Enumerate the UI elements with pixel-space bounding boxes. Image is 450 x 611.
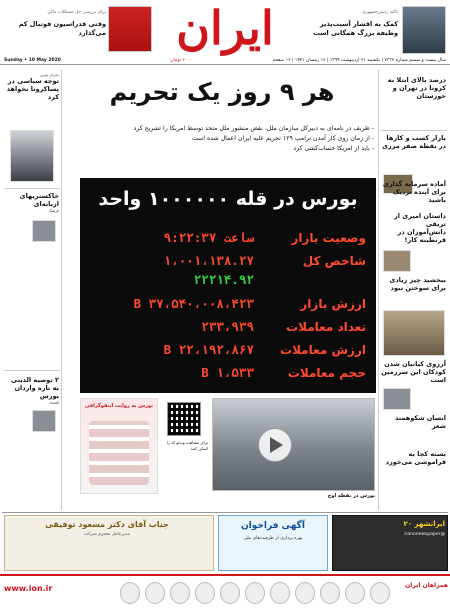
left-story-lower[interactable] [2, 376, 61, 405]
board-row [90, 251, 366, 271]
right-story-6-title: ببخشید چیز زیادی برای سوختن نبود [389, 276, 446, 292]
right-story-6-photo [383, 310, 445, 356]
right-promo-kicker: تاکید رئیس‌جمهوری [362, 10, 398, 15]
football-player-photo [108, 6, 152, 52]
left-promo-title: وقتی فدراسیون فوتبال کم می‌گذارد [18, 20, 106, 37]
qr-caption: برای مشاهده ویدئو کد را اسکن کنید [166, 440, 208, 451]
right-story-4-title: داستان امیری از تریقی [394, 212, 446, 228]
board-row-label: ارزش بازار [300, 297, 366, 311]
newspaper-logo[interactable]: ایران [176, 1, 274, 55]
right-story-2-title: بازار کسب و کارها در نقطه صفر مرزی [381, 134, 446, 150]
left-story-top[interactable] [2, 72, 61, 101]
iranshahr-ad-handle: @iranonewspaper [404, 532, 445, 537]
partner-logo-icon [295, 582, 315, 604]
right-story-1-title: درصد بالای ابتلا به کرونا در تهران و خوزستان [387, 76, 446, 100]
partner-logo-icon [345, 582, 365, 604]
right-story-7[interactable] [379, 360, 448, 384]
right-story-7-title: آرزوی کیانیان شدن کودکان این سرزمین است [381, 360, 446, 384]
tender-ad-title: آگهی فراخوان [241, 521, 305, 531]
divider [381, 130, 447, 131]
board-row-change-value: ۲۲۲۱۴.۹۲ [193, 272, 254, 287]
board-row [90, 363, 366, 383]
partner-logo-icon [120, 582, 140, 604]
price: ۲۰۰۰ تومان [170, 58, 192, 63]
footer [0, 574, 450, 611]
qr-code-icon[interactable] [167, 402, 201, 436]
dateline [0, 56, 450, 65]
right-story-5-title: دانش‌آموزان در قرنطینه کار! [397, 228, 446, 244]
partner-logo-icon [320, 582, 340, 604]
left-story-lower-title: ۲ توصیه الدینی به تازه واردان بورس [11, 376, 59, 400]
left-promo[interactable] [4, 6, 154, 54]
right-story-5-photo [383, 250, 411, 272]
board-row-label: وضعیت بازار [291, 231, 366, 245]
deck-line-1: - ظریف در نامه‌ای به دبیرکل سازمان ملل، نقض منشور ملل متحد توسط امریکا را تشریح کرد [133, 125, 374, 132]
infographic-graphic [89, 421, 149, 485]
footer-brand: همراهان ایران [405, 582, 448, 589]
left-story-photo [10, 130, 54, 182]
congrats-ad-subtitle: مدیرعامل محترم شرکت [84, 532, 130, 537]
partner-logo-icon [370, 582, 390, 604]
right-story-6[interactable] [379, 276, 448, 292]
board-row-label: حجم معاملات [287, 366, 366, 380]
masthead [0, 0, 450, 62]
board-row-value: ۲۳۳،۹۳۹ [201, 319, 254, 334]
divider [4, 188, 60, 189]
right-column [378, 70, 448, 510]
infographic-promo[interactable] [80, 398, 158, 494]
left-story-top-title: توجه سیاسی در پساکرونا نخواهد کرد [6, 77, 59, 101]
left-story-lower-kicker: اقتصاد [48, 400, 59, 405]
left-story-top-kicker: بحران بنزین [40, 72, 59, 77]
infographic-title: بورس به روایت اینفوگرافی [84, 403, 153, 409]
partner-logo-icon [145, 582, 165, 604]
left-story-mid-title: خاکستریهای ازبانه‌ای [19, 192, 59, 208]
board-row [90, 317, 366, 337]
board-title: بورس در قله ۱۰۰۰۰۰۰ واحد [98, 188, 358, 210]
partner-logo-icon [220, 582, 240, 604]
tender-ad-subtitle: بهره برداری از ظرفیت‌های ملی [243, 536, 303, 541]
left-story-lower-photo [32, 410, 56, 432]
right-story-2[interactable] [379, 134, 448, 150]
right-story-4[interactable] [379, 212, 448, 228]
english-date: Sunday • 10 May 2020 [4, 58, 61, 63]
iranshahr-ad[interactable] [332, 515, 448, 571]
main-headline[interactable]: هر ۹ روز یک تحریم [109, 78, 335, 106]
bourse-video-photo[interactable] [212, 398, 375, 491]
board-row-value: ساعت ۹:۲۲:۳۷ [163, 230, 254, 245]
right-promo[interactable] [300, 6, 446, 54]
right-story-8[interactable] [379, 414, 448, 430]
board-row-label: ارزش معاملات [280, 343, 366, 357]
board-row [90, 294, 366, 314]
board-row-label: تعداد معاملات [286, 320, 366, 334]
photo-caption: بورس در نقطه اوج [327, 493, 375, 499]
persian-date: سال بیست و ششم شماره ۷۳۳۷ | یکشنبه ۲۱ اردیبهشت ۱۳۹۹ | ۱۷ رمضان ۱۴۴۱ | ۱۶ صفحه [272, 58, 446, 63]
board-row [90, 228, 366, 248]
board-row-value: ۱،۰۰۱،۱۳۸.۲۷ [163, 253, 254, 268]
right-story-3-title: آماده سرمایه گذاری برای آینده نزدیک باشید [382, 180, 446, 204]
iranshahr-ad-title: ایرانشهر ۲۰ [403, 520, 445, 528]
left-story-mid[interactable] [2, 192, 61, 213]
right-story-5[interactable] [379, 228, 448, 244]
left-story-mid-kicker: فرهنگ [48, 208, 59, 213]
stock-board [80, 178, 376, 393]
right-story-8-title: انسان شکوهمند شعر [394, 414, 446, 430]
partner-logo-icon [170, 582, 190, 604]
left-story-mid-photo [32, 220, 56, 242]
right-story-7-photo [383, 388, 411, 410]
partner-logo-icon [195, 582, 215, 604]
president-photo [402, 6, 446, 54]
tender-ad[interactable] [218, 515, 328, 571]
board-row-value: ۱،۵۳۳ B [201, 365, 254, 380]
partner-logo-icon [270, 582, 290, 604]
website-link[interactable]: www.ion.ir [4, 584, 53, 593]
board-row-value: ۲۲،۱۹۲،۸۶۷ B [163, 342, 254, 357]
deck-line-3: - باید از امریکا حساب‌کشی کرد [293, 145, 374, 152]
congrats-ad[interactable] [4, 515, 214, 571]
board-row-value: ۳۷،۵۴۰،۰۰۸،۴۲۳ B [133, 296, 254, 311]
board-row [90, 270, 366, 290]
right-story-9-title: بسته کجا به فراموشی می‌خورد [385, 450, 446, 466]
play-icon[interactable] [258, 428, 292, 462]
board-row [90, 340, 366, 360]
right-story-3[interactable] [379, 180, 448, 204]
deck-line-2: - از زمان روی کار آمدن ترامپ ۱۲۹ تحریم علیه ایران اعمال شده است [192, 135, 374, 142]
ads-row [2, 512, 448, 572]
right-promo-title: کمک به اقشار آسیب‌پذیر وظیفه بزرگ همگانی است [313, 20, 398, 37]
headline-deck [70, 124, 374, 154]
left-column [2, 70, 62, 510]
left-promo-kicker: برای بررسی حل مشکلات مالی [47, 10, 106, 15]
right-story-1[interactable] [379, 76, 448, 100]
right-story-9[interactable] [379, 450, 448, 466]
partner-logo-icon [245, 582, 265, 604]
board-row-label: شاخص کل [302, 254, 366, 268]
partner-logos [120, 580, 400, 608]
divider [4, 370, 60, 371]
congrats-ad-title: جناب آقای دکتر مسعود توفیقی [45, 520, 169, 529]
